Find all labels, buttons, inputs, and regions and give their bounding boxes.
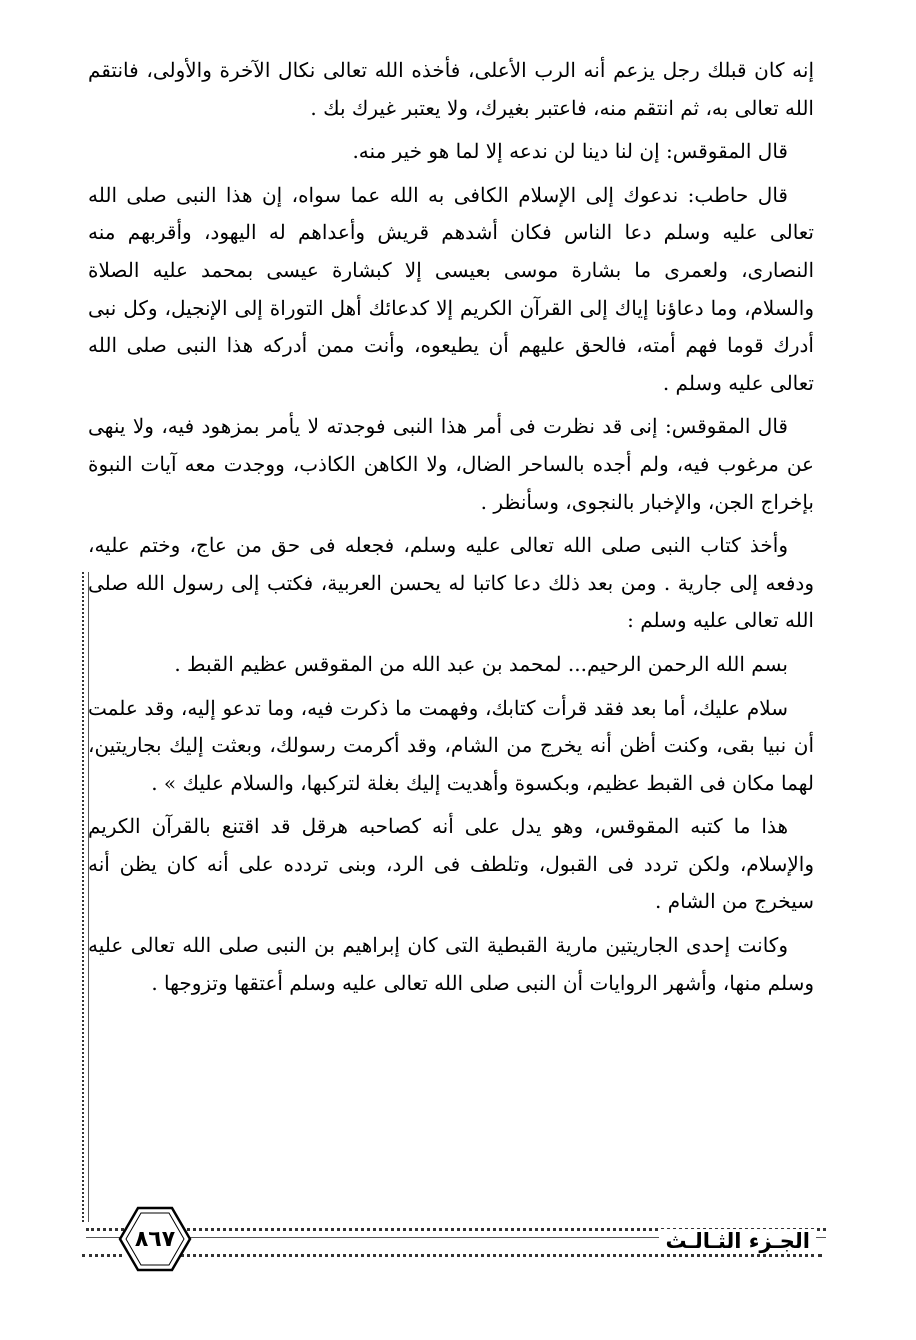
paragraph: قال حاطب: ندعوك إلى الإسلام الكافى به الله عما سواه، إن هذا النبى صلى الله تعالى عليه وسلم دعا الناس فكان أشدهم قريش وأعداهم له اليهود، وأقربهم منه النصارى، ولعمرى ما بشارة موسى بعيسى إلا كبشارة عيسى بمحمد عليه الصلاة والسلام، وما دعاؤنا إياك إلى القرآن الكريم إلا كدعائك أهل التوراة إلى الإنجيل، وكل نبى أدرك قوما فهم أمته، فالحق عليهم أن يطيعوه، وأنت ممن أدركه هذا النبى صلى الله تعالى عليه وسلم .: [88, 182, 814, 395]
paragraph: بسم الله الرحمن الرحيم... لمحمد بن عبد الله من المقوقس عظيم القبط .: [174, 651, 788, 676]
paragraph: سلام عليك، أما بعد فقد قرأت كتابك، وفهمت ما ذكرت فيه، وما تدعو إليه، وقد علمت أن نبيا بقى، وكنت أظن أنه يخرج من الشام، وقد أكرمت رسولك، وبعثت إليك بجاريتين، لهما مكان فى القبط عظيم، وبكسوة وأهديت إليك بغلة لتركبها، والسلام عليك » .: [88, 695, 814, 795]
paragraph: إنه كان قبلك رجل يزعم أنه الرب الأعلى، فأخذه الله تعالى نكال الآخرة والأولى، فانتقم الله تعالى به، ثم انتقم منه، فاعتبر بغيرك، ولا يعتبر غيرك بك .: [88, 58, 814, 120]
paragraph: وكانت إحدى الجاريتين مارية القبطية التى كان إبراهيم بن النبى صلى الله تعالى عليه وسلم منها، وأشهر الروايات أن النبى صلى الله تعالى عليه وسلم أعتقها وتزوجها .: [88, 933, 814, 995]
paragraph: قال المقوقس: إن لنا دينا لن ندعه إلا لما هو خير منه.: [352, 139, 788, 164]
body-text: [88, 52, 814, 1008]
paragraph: وأخذ كتاب النبى صلى الله تعالى عليه وسلم، فجعله فى حق من عاج، وختم عليه، ودفعه إلى جارية . ومن بعد ذلك دعا كاتبا له يحسن العربية، فكتب إلى رسول الله صلى الله تعالى عليه وسلم :: [88, 533, 814, 633]
page-border-underline: [180, 1254, 822, 1261]
page-border-bottom-left: [82, 1254, 122, 1261]
paragraph: قال المقوقس: إنى قد نظرت فى أمر هذا النبى فوجدته لا يأمر بمزهود فيه، ولا ينهى عن مرغوب فيه، ولم أجده بالساحر الضال، ولا الكاهن الكاذب، ووجدت معه آيات النبوة بإخراج الجن، والإخبار بالنجوى، وسأنظر .: [88, 414, 814, 514]
page-border-left: [82, 572, 89, 1222]
page-number: ٨٦٧: [134, 1226, 176, 1252]
paragraph: هذا ما كتبه المقوقس، وهو يدل على أنه كصاحبه هرقل قد اقتنع بالقرآن الكريم والإسلام، ولكن تردد فى القبول، وتلطف فى الرد، وبنى تردده على أنه كان يظن أنه سيخرج من الشام .: [88, 814, 814, 914]
section-label: الجـزء الثـالـث: [659, 1229, 816, 1253]
